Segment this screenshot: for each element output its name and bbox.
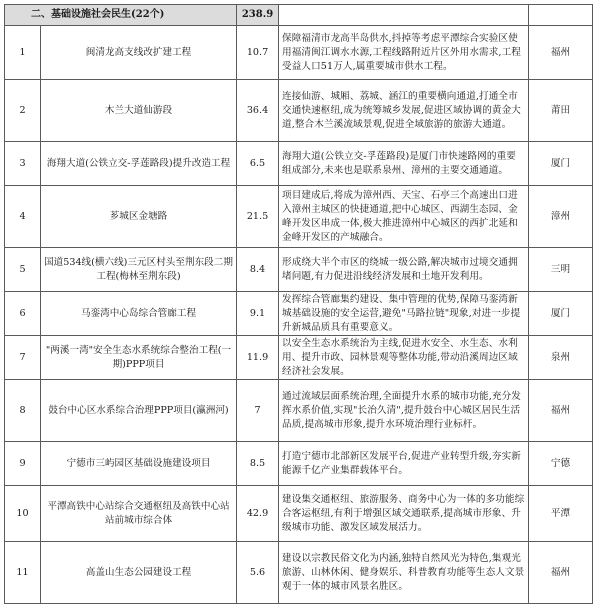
table-row xyxy=(5,442,593,486)
project-name: "两溪一湾"安全生态水系统综合整治工程(一期)PPP项目 xyxy=(41,336,237,380)
section-blank-cell xyxy=(529,5,593,26)
project-name: 海翔大道(公铁立交-孚莲路段)提升改造工程 xyxy=(41,142,237,186)
project-investment: 11.9 xyxy=(237,336,279,380)
table-row xyxy=(5,336,593,380)
table-row xyxy=(5,542,593,604)
project-city: 漳州 xyxy=(529,186,593,248)
section-title: 二、基础设施社会民生(22个) xyxy=(5,5,237,26)
project-description: 形成绕大半个市区的绕城一级公路,解决城市过境交通拥堵问题,有力促进沿线经济发展和土地开发利用。 xyxy=(279,248,529,292)
project-name: 高盖山生态公园建设工程 xyxy=(41,542,237,604)
row-number: 4 xyxy=(5,186,41,248)
row-number: 8 xyxy=(5,380,41,442)
project-description: 以安全生态水系统治为主线,促进水安全、水生态、水利用、提升市政、园林景观等整体功能,带动沿溪周边区域经济社会发展。 xyxy=(279,336,529,380)
project-name: 闽清龙高支线改扩建工程 xyxy=(41,26,237,80)
project-city: 厦门 xyxy=(529,142,593,186)
project-investment: 8.4 xyxy=(237,248,279,292)
projects-table xyxy=(4,4,593,604)
project-description: 建设集交通枢纽、旅游服务、商务中心为一体的多功能综合客运枢纽,有利于增强区域交通联系,提高城市形象、升级城市功能、激发区域发展活力。 xyxy=(279,486,529,542)
row-number: 11 xyxy=(5,542,41,604)
project-investment: 9.1 xyxy=(237,292,279,336)
project-investment: 7 xyxy=(237,380,279,442)
project-city: 平潭 xyxy=(529,486,593,542)
project-description: 通过流域层面系统治理,全面提升水系的城市功能,充分发挥水系价值,实现"长治久清",提升鼓台中心城区居民生活品质,提高城市形象,提升水环境治理行业标杆。 xyxy=(279,380,529,442)
project-name: 宁德市三屿园区基础设施建设项目 xyxy=(41,442,237,486)
project-investment: 5.6 xyxy=(237,542,279,604)
project-city: 宁德 xyxy=(529,442,593,486)
project-city: 福州 xyxy=(529,26,593,80)
project-city: 泉州 xyxy=(529,336,593,380)
project-description: 发挥综合管廊集约建设、集中管理的优势,保障马銮湾新城基础设施的安全运营,避免"马路拉链"现象,对进一步提升新城品质具有重要意义。 xyxy=(279,292,529,336)
table-row xyxy=(5,248,593,292)
project-description: 项目建成后,将成为漳州西、天宝、石亭三个高速出口进入漳州主城区的快捷通道,把中心城区、西湖生态园、金峰开发区串成一体,极大推进漳州中心城区的西扩北延和金峰开发区的产城融合。 xyxy=(279,186,529,248)
row-number: 3 xyxy=(5,142,41,186)
project-description: 连接仙游、城厢、荔城、涵江的重要横向通道,打通全市交通快速枢纽,成为统筹城乡发展,促进区域协调的黄金大道,整合木兰溪流域景观,促进全域旅游的旅游大通道。 xyxy=(279,80,529,142)
row-number: 7 xyxy=(5,336,41,380)
table-row xyxy=(5,142,593,186)
project-city: 厦门 xyxy=(529,292,593,336)
project-city: 福州 xyxy=(529,380,593,442)
project-investment: 8.5 xyxy=(237,442,279,486)
project-city: 福州 xyxy=(529,542,593,604)
project-name: 鼓台中心区水系综合治理PPP项目(瀛洲河) xyxy=(41,380,237,442)
row-number: 9 xyxy=(5,442,41,486)
section-header-row xyxy=(5,5,593,26)
section-blank-cell xyxy=(279,5,529,26)
project-investment: 10.7 xyxy=(237,26,279,80)
project-name: 芗城区金塘路 xyxy=(41,186,237,248)
project-description: 海翔大道(公铁立交-孚莲路段)是厦门市快速路网的重要组成部分,未来也是联系泉州、漳州的主要交通通道。 xyxy=(279,142,529,186)
project-investment: 36.4 xyxy=(237,80,279,142)
project-city: 三明 xyxy=(529,248,593,292)
table-row xyxy=(5,26,593,80)
project-name: 国道534线(横六线)三元区村头至荆东段二期工程(梅林至荆东段) xyxy=(41,248,237,292)
project-name: 平潭高铁中心站综合交通枢纽及高铁中心站站前城市综合体 xyxy=(41,486,237,542)
row-number: 2 xyxy=(5,80,41,142)
row-number: 5 xyxy=(5,248,41,292)
table-row xyxy=(5,186,593,248)
project-investment: 6.5 xyxy=(237,142,279,186)
project-investment: 42.9 xyxy=(237,486,279,542)
row-number: 6 xyxy=(5,292,41,336)
row-number: 1 xyxy=(5,26,41,80)
project-description: 打造宁德市北部新区发展平台,促进产业转型升级,夯实新能源千亿产业集群载体平台。 xyxy=(279,442,529,486)
project-description: 保障福清市龙高半岛供水,抖掉等考虑平潭综合实验区使用福清闽江调水水源,工程线路附近片区外用水需求,工程受益人口51万人,属重要城市供水工程。 xyxy=(279,26,529,80)
row-number: 10 xyxy=(5,486,41,542)
table-row xyxy=(5,380,593,442)
table-row xyxy=(5,486,593,542)
project-investment: 21.5 xyxy=(237,186,279,248)
project-name: 马銮湾中心岛综合管廊工程 xyxy=(41,292,237,336)
project-city: 莆田 xyxy=(529,80,593,142)
table-row xyxy=(5,80,593,142)
project-name: 木兰大道仙游段 xyxy=(41,80,237,142)
project-description: 建设以宗教民俗文化为内涵,独特自然风光为特色,集观光旅游、山林休闲、健身娱乐、科普教育功能等生态人文景观于一体的城市风景名胜区。 xyxy=(279,542,529,604)
section-total-investment: 238.9 xyxy=(237,5,279,26)
table-row xyxy=(5,292,593,336)
